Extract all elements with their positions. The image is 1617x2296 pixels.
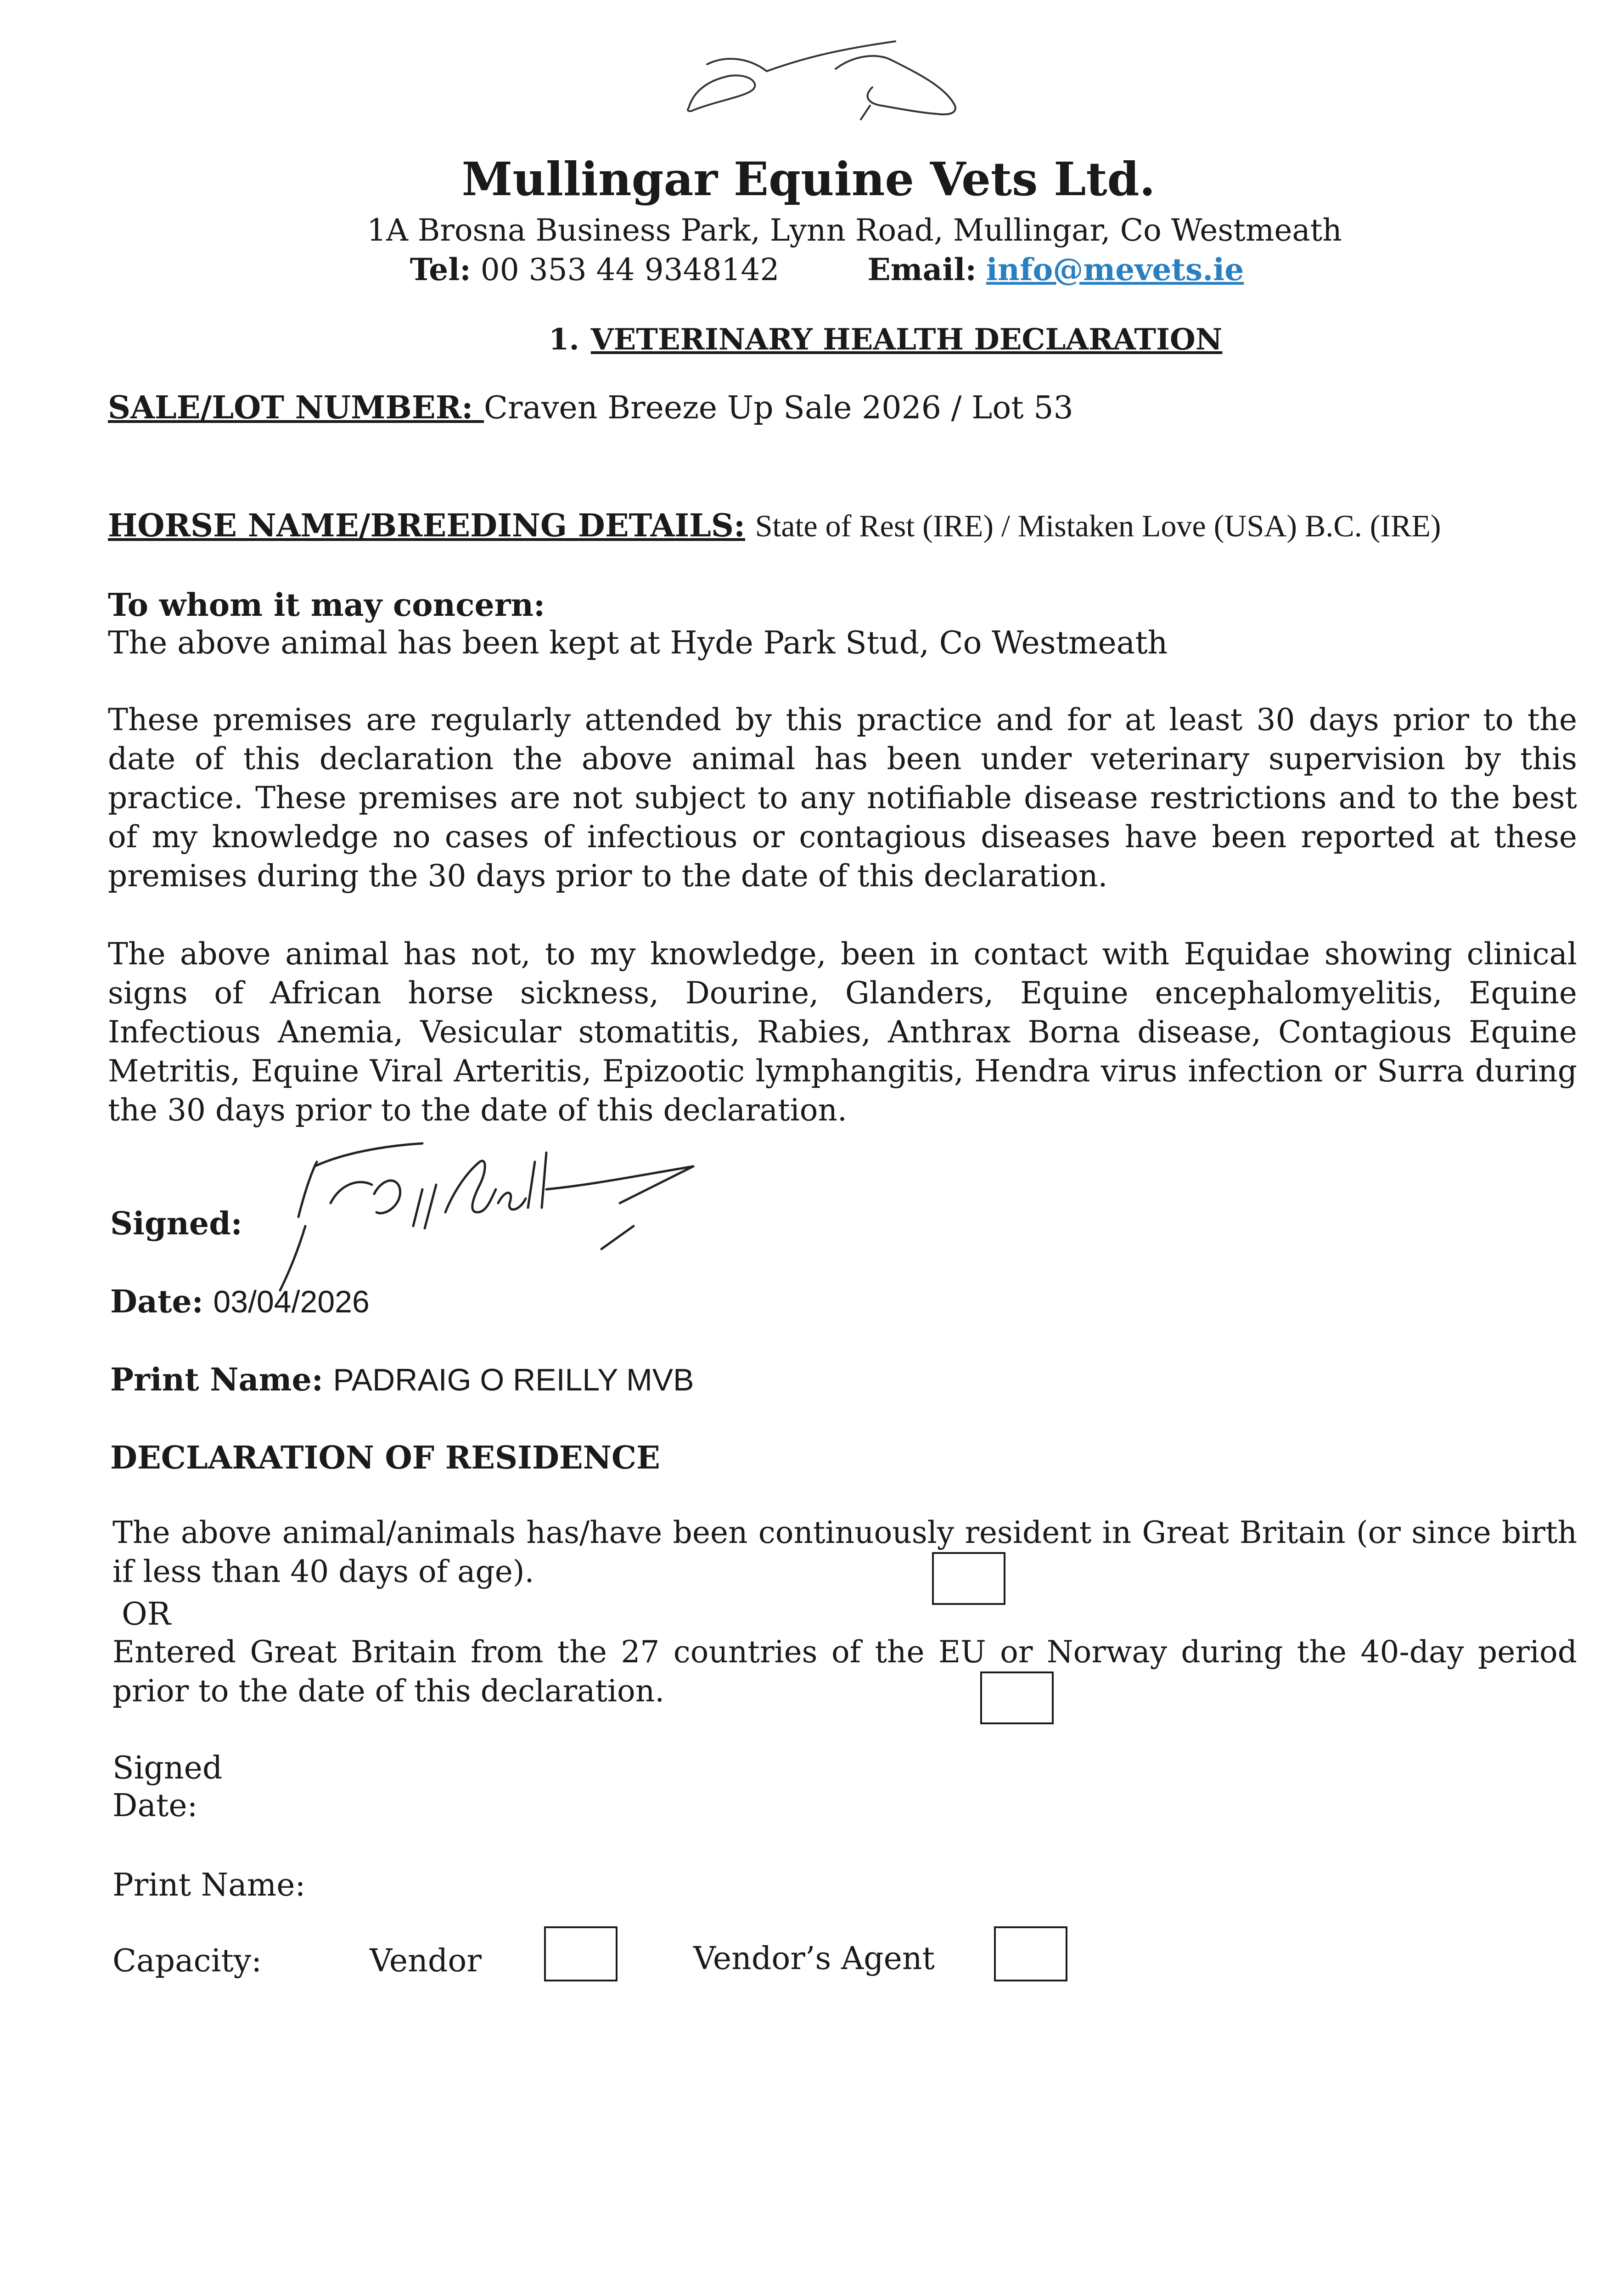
horse-details-row: [108, 507, 1441, 545]
section-number: 1.: [549, 322, 579, 357]
residence-print-name-label: Print Name:: [112, 1867, 306, 1903]
company-name: Mullingar Equine Vets Ltd.: [461, 152, 1156, 206]
signed-label: Signed:: [110, 1205, 242, 1242]
sale-lot-label: SALE/LOT NUMBER:: [108, 389, 484, 426]
print-name-value: PADRAIG O REILLY MVB: [333, 1362, 694, 1397]
residence-option-1-checkbox[interactable]: [932, 1552, 1005, 1605]
contact-line: [0, 252, 1617, 288]
sale-lot-row: [108, 389, 1073, 427]
residence-option-2-text: Entered Great Britain from the 27 countries of the EU or Norway during the 40-day period prior to the date of this declaration.: [112, 1634, 1577, 1709]
or-text: OR: [122, 1596, 171, 1632]
residence-option-2-checkbox[interactable]: [980, 1671, 1054, 1724]
sale-lot-value: Craven Breeze Up Sale 2026 / Lot 53: [484, 390, 1073, 426]
section-title: VETERINARY HEALTH DECLARATION: [590, 322, 1223, 357]
email-label: Email:: [867, 252, 977, 287]
horse-details-value: State of Rest (IRE) / Mistaken Love (USA) B.C. (IRE): [755, 508, 1441, 543]
vendor-agent-label: Vendor’s Agent: [693, 1941, 935, 1977]
residence-date-label: Date:: [112, 1788, 198, 1824]
residence-signed-label: Signed: [112, 1750, 223, 1786]
company-address: 1A Brosna Business Park, Lynn Road, Mullingar, Co Westmeath: [367, 213, 1342, 248]
horse-details-label: HORSE NAME/BREEDING DETAILS:: [108, 507, 746, 544]
vet-signature: [271, 1134, 799, 1309]
date-label: Date:: [110, 1283, 203, 1320]
email-link[interactable]: info@mevets.ie: [986, 252, 1244, 287]
kept-at-statement: The above animal has been kept at Hyde Park Stud, Co Westmeath: [108, 625, 1168, 661]
print-name-row: [110, 1362, 694, 1398]
salutation: To whom it may concern:: [108, 587, 545, 624]
vendor-agent-checkbox[interactable]: [994, 1926, 1067, 1981]
residence-title: DECLARATION OF RESIDENCE: [110, 1440, 660, 1476]
residence-option-1: [112, 1513, 1577, 1591]
tel-value: 00 353 44 9348142: [480, 252, 780, 287]
date-value: 03/04/2026: [213, 1284, 370, 1319]
section-heading: [549, 322, 1222, 357]
premises-paragraph-text: These premises are regularly attended by this practice and for at least 30 days prior to the date of this declaration the above animal has been under veterinary supervision by this practice. These premises are not subject to any notifiable disease restrictions and to the best of my knowledge no cases of infectious or contagious diseases have been reported at these premises during the 30 days prior to the date of this declaration.: [108, 702, 1577, 894]
print-name-label: Print Name:: [110, 1362, 323, 1398]
signed-row: [110, 1205, 242, 1242]
capacity-label: Capacity:: [112, 1943, 262, 1979]
date-row: [110, 1283, 370, 1320]
contact-paragraph-text: The above animal has not, to my knowledge, been in contact with Equidae showing clinical signs of African horse sickness, Dourine, Glanders, Equine encephalomyelitis, Equine Infectious Anemia, Vesicular stomatitis, Rabies, Anthrax Borna disease, Contagious Equine Metritis, Equine Viral Arteritis, Epizootic lymphangitis, Hendra virus infection or Surra during the 30 days prior to the date of this declaration.: [108, 936, 1577, 1128]
vendor-label: Vendor: [370, 1943, 482, 1979]
tel-label: Tel:: [410, 252, 471, 287]
residence-option-1-text: The above animal/animals has/have been continuously resident in Great Britain (or since birth if less than 40 days of age).: [112, 1515, 1577, 1589]
contact-paragraph: [108, 934, 1577, 1130]
vendor-checkbox[interactable]: [544, 1926, 618, 1981]
premises-paragraph: [108, 700, 1577, 895]
residence-option-2: [112, 1632, 1577, 1711]
horse-logo-icon: [679, 37, 973, 142]
